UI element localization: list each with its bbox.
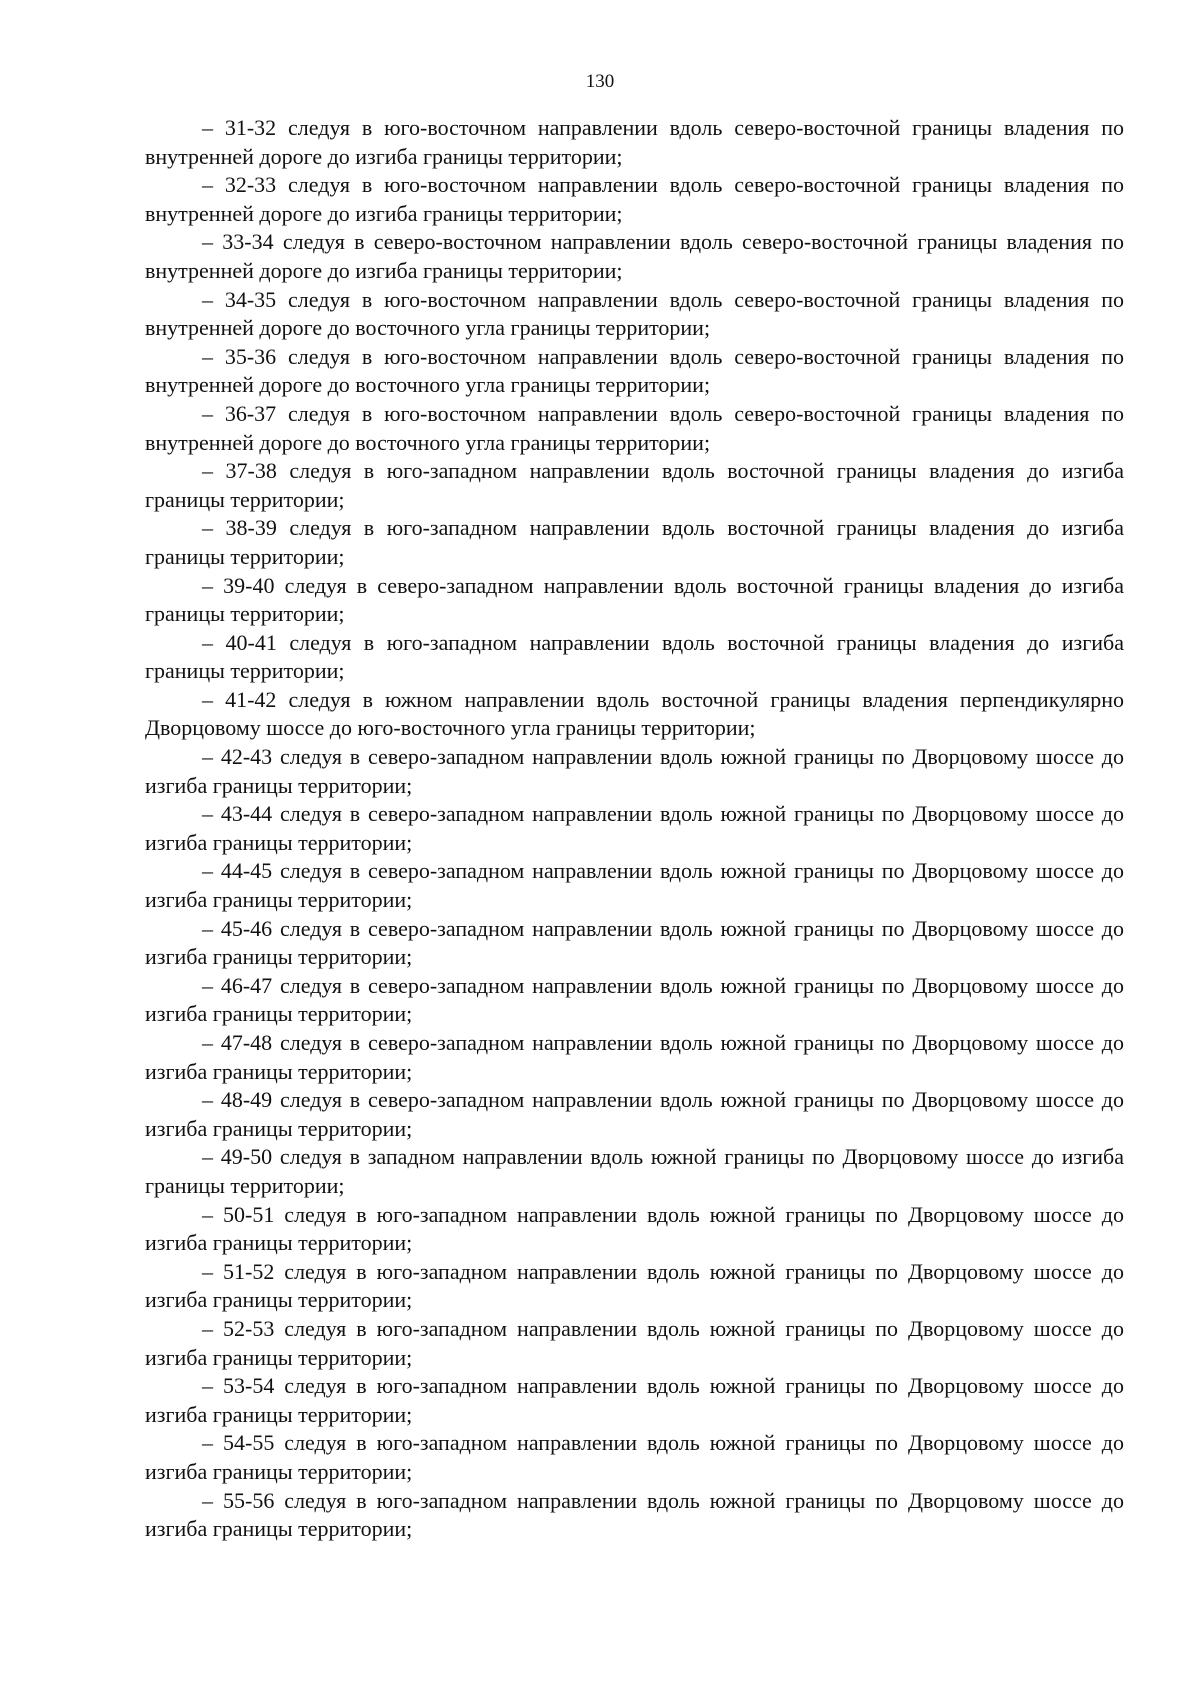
boundary-segment-paragraph: – 52-53 следуя в юго-западном направлении вдоль южной границы по Дворцовому шоссе до изгиба границы территории; <box>145 1315 1124 1370</box>
boundary-segment-paragraph: – 31-32 следуя в юго-восточном направлении вдоль северо-восточной границы владения по внутренней дороге до изгиба границы территории; <box>145 115 1124 169</box>
boundary-segment-paragraph: – 42-43 следуя в северо-западном направлении вдоль южной границы по Дворцовому шоссе до изгиба границы территории; <box>145 744 1124 798</box>
boundary-segment-paragraph: – 32-33 следуя в юго-восточном направлении вдоль северо-восточной границы владения по внутренней дороге до изгиба границы территории; <box>145 172 1124 226</box>
boundary-segment-paragraph: – 49-50 следуя в западном направлении вдоль южной границы по Дворцовому шоссе до изгиба границы территории; <box>145 1144 1124 1198</box>
boundary-segment-paragraph: – 34-35 следуя в юго-восточном направлении вдоль северо-восточной границы владения по внутренней дороге до восточного угла границы территории; <box>145 286 1124 341</box>
boundary-segment-paragraph: – 45-46 следуя в северо-западном направлении вдоль южной границы по Дворцовому шоссе до изгиба границы территории; <box>145 915 1124 970</box>
boundary-segment-paragraph: – 53-54 следуя в юго-западном направлении вдоль южной границы по Дворцовому шоссе до изгиба границы территории; <box>145 1373 1124 1427</box>
page-number: 130 <box>585 71 615 92</box>
boundary-segment-paragraph: – 55-56 следуя в юго-западном направлении вдоль южной границы по Дворцовому шоссе до изгиба границы территории; <box>145 1487 1124 1542</box>
boundary-segment-paragraph: – 36-37 следуя в юго-восточном направлении вдоль северо-восточной границы владения по внутренней дороге до восточного угла границы территории; <box>145 400 1124 455</box>
boundary-segment-paragraph: – 33-34 следуя в северо-восточном направлении вдоль северо-восточной границы владения по внутренней дороге до изгиба границы территории; <box>145 229 1124 283</box>
boundary-segment-paragraph: – 38-39 следуя в юго-западном направлении вдоль восточной границы владения до изгиба границы территории; <box>145 515 1124 569</box>
boundary-segment-paragraph: – 51-52 следуя в юго-западном направлении вдоль южной границы по Дворцовому шоссе до изгиба границы территории; <box>145 1258 1124 1313</box>
boundary-segment-paragraph: – 50-51 следуя в юго-западном направлении вдоль южной границы по Дворцовому шоссе до изгиба границы территории; <box>145 1201 1124 1256</box>
boundary-segment-paragraph: – 54-55 следуя в юго-западном направлении вдоль южной границы по Дворцовому шоссе до изгиба границы территории; <box>145 1430 1124 1484</box>
boundary-segment-paragraph: – 39-40 следуя в северо-западном направлении вдоль восточной границы владения до изгиба границы территории; <box>145 572 1124 627</box>
boundary-segment-paragraph: – 37-38 следуя в юго-западном направлении вдоль восточной границы владения до изгиба границы территории; <box>145 458 1124 512</box>
boundary-segment-paragraph: – 46-47 следуя в северо-западном направлении вдоль южной границы по Дворцовому шоссе до изгиба границы территории; <box>145 972 1124 1027</box>
document-body <box>145 114 1124 1544</box>
boundary-segment-paragraph: – 43-44 следуя в северо-западном направлении вдоль южной границы по Дворцовому шоссе до изгиба границы территории; <box>145 801 1124 855</box>
boundary-segment-paragraph: – 41-42 следуя в южном направлении вдоль восточной границы владения перпендикулярно Дворцовому шоссе до юго-восточного угла границы территории; <box>145 686 1124 741</box>
boundary-segment-paragraph: – 44-45 следуя в северо-западном направлении вдоль южной границы по Дворцовому шоссе до изгиба границы территории; <box>145 858 1124 913</box>
boundary-segment-paragraph: – 48-49 следуя в северо-западном направлении вдоль южной границы по Дворцовому шоссе до изгиба границы территории; <box>145 1087 1124 1141</box>
boundary-segment-paragraph: – 40-41 следуя в юго-западном направлении вдоль восточной границы владения до изгиба границы территории; <box>145 629 1124 684</box>
boundary-segment-paragraph: – 47-48 следуя в северо-западном направлении вдоль южной границы по Дворцовому шоссе до изгиба границы территории; <box>145 1030 1124 1084</box>
boundary-segment-paragraph: – 35-36 следуя в юго-восточном направлении вдоль северо-восточной границы владения по внутренней дороге до восточного угла границы территории; <box>145 343 1124 398</box>
